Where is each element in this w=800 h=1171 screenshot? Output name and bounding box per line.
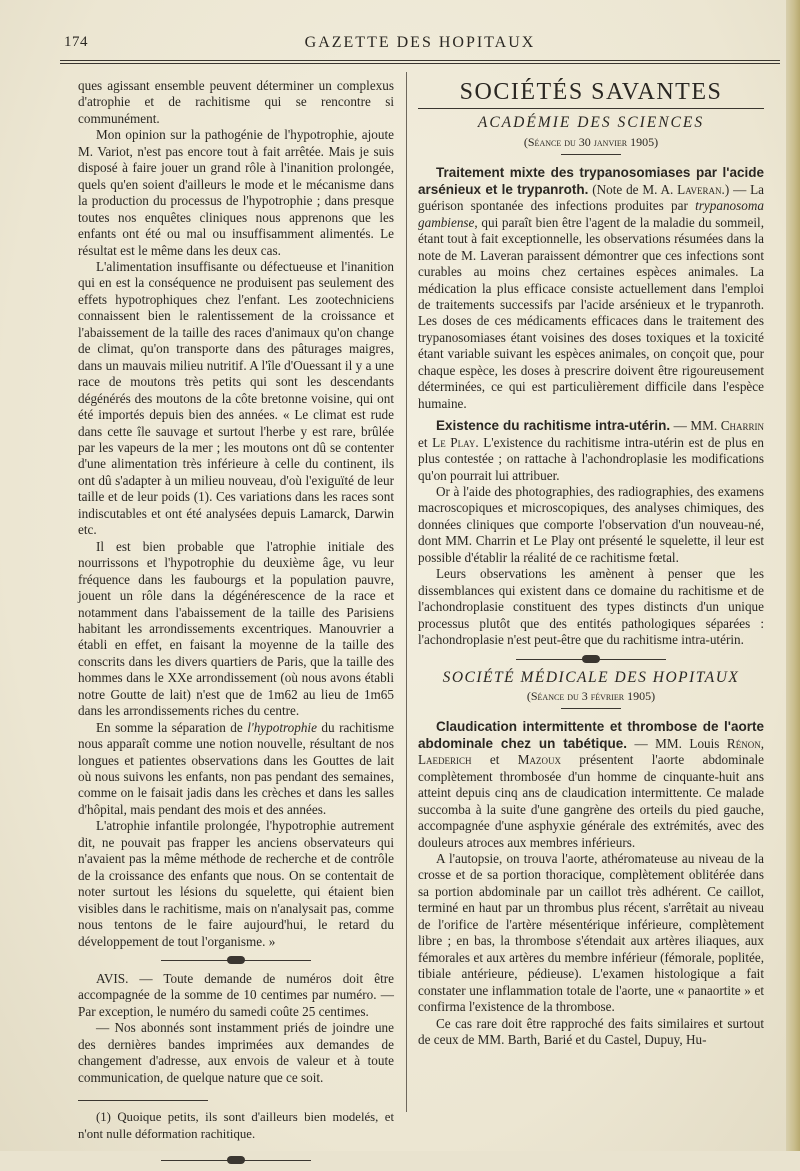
article-title: Existence du rachitisme intra-utérin. — [436, 418, 671, 434]
right-column — [418, 78, 764, 1048]
seance-date: (Séance du 3 février 1905) — [526, 688, 656, 703]
author: Laveran — [677, 181, 722, 197]
emphasis: l'hypotrophie — [247, 719, 317, 735]
author: Charrin — [720, 418, 764, 434]
author: Le Play — [432, 434, 476, 450]
ornament-divider — [516, 659, 666, 660]
author: Mazoux — [517, 752, 561, 768]
article-claudication — [418, 719, 764, 851]
text: , qui paraît bien être l'agent de la maladie du sommeil, étant tout à fait exceptionnelle, les observations résumées dans la note de M. Laveran paraissent démontrer que ces infections sont curables au moins chez certaines espèces animales. La médication la plus efficace consiste actuellement dans l'emploi de traitements successifs par l'acide arsénieux et le trypanroth. Les doses de ces médicaments efficaces dans le traitement des trypanosomiases étant voisines des doses toxiques et la toxicité étant variable suivant les espèces animales, on conçoit que, pour chaque espèce, les doses à prescrire doivent être rigoureusement déterminées, ce qui est particulièrement difficile dans l'espèce humaine. — [418, 214, 764, 411]
emphasis: trypanosoma gambiense — [418, 198, 764, 230]
page-number: 174 — [64, 34, 88, 50]
page-edge — [786, 0, 800, 1151]
text: — Toute demande de numéros doit être accompagnée de la somme de 10 centimes par numéro. — Par exception, le numéro du samedi coûte 25 centimes. — [78, 971, 394, 1019]
author: Rénon — [726, 735, 761, 751]
column-divider — [406, 72, 407, 1112]
text: du rachitisme nous apparaît comme une notion nouvelle, résultant de nos longues et patientes observations dans les Gouttes de lait où nous suivons les enfants, non pas pendant des semaines, comme on le faisait jadis dans les crèches et dans les salles d'hôpital, mais pendant des mois et des années. — [78, 719, 394, 817]
section-title: SOCIÉTÉS SAVANTES — [459, 79, 723, 105]
header-rule — [60, 60, 780, 61]
text: et — [418, 434, 433, 450]
paragraph: ques agissant ensemble peuvent déterminer un complexus d'atrophie et de rachitisme qui se rencontre si communément. — [78, 78, 394, 126]
ornament-divider — [161, 1160, 311, 1161]
running-title: GAZETTE DES HOPITAUX — [304, 34, 536, 51]
section-rule — [418, 108, 764, 109]
text: En somme la séparation de — [96, 719, 248, 735]
article-title: Traitement mixte des trypanosomiases par l'acide arsénieux et le trypanroth. — [418, 165, 764, 197]
ornament-divider — [161, 960, 311, 961]
text: — MM. Louis — [627, 735, 727, 751]
article-trypanosomiases — [418, 165, 764, 412]
left-column — [78, 78, 394, 1171]
text: , — [760, 735, 764, 751]
article-title: Claudication intermittente et thrombose de l'aorte abdominale chez un tabétique. — [418, 719, 764, 751]
text: présentent l'aorte abdominale complètement thrombosée d'un homme de cinquante-huit ans atteint depuis cinq ans de claudication intermittente. Ce malade succomba à la suite d'une gangrène des orteils du pied gauche, accompagnée d'une asphyxie générale des extrémités, avec des douleurs atroces aux membres inférieurs. — [418, 752, 764, 850]
avis-paragraph — [78, 971, 394, 1020]
paragraph: L'atrophie infantile prolongée, l'hypotrophie autrement dit, ne pouvait pas frapper les anciens observateurs qui n'avaient pas la même méthode de recherche et de contrôle de la croissance des enfants que nous. On se contentait de noter surtout les lésions du squelette, qui étaient bien visibles dans le rachitisme, mais on n'analysait pas, comme nous tentons de le faire aujourd'hui, le retard du développement de tout l'organisme. » — [78, 818, 394, 949]
paragraph: — Nos abonnés sont instamment priés de joindre une des dernières bandes imprimées aux demandes de changement d'adresse, aux envois de valeur et à toute communication, de quelque nature que ce soit. — [78, 1020, 394, 1085]
header-rule-2 — [60, 63, 780, 64]
text: — MM. — [670, 418, 721, 434]
seance-date: (Séance du 30 janvier 1905) — [523, 134, 659, 149]
author: Laederich — [418, 752, 472, 768]
paragraph: Or à l'aide des photographies, des radiographies, des examens macroscopiques et microscopiques, des analyses chimiques, des données cliniques que comporte l'observation d'un nouveau-né, dont MM. Charrin et Le Play ont présenté le squelette, il leur est possible d'établir la réalité de ce rachitisme fœtal. — [418, 483, 764, 565]
article-rachitisme — [418, 418, 764, 484]
short-rule — [561, 708, 621, 709]
page-header — [60, 30, 780, 62]
avis-label: AVIS. — [96, 971, 129, 987]
paragraph: L'alimentation insuffisante ou défectueuse et l'inanition qui en est la conséquence ne produisent pas seulement des effets hypotrophiques chez l'enfant. Les zootechniciens connaissent bien le ralentissement de la croissance et l'abaissement de la taille des races d'animaux qu'on change de climat, qu'on transporte dans des pâturages maigres, dans un mauvais milieu nutritif. A l'île d'Ouessant il y a une race de moutons très petits qui sont les descendants dégénérés des moutons de la côte bretonne voisine, qui ont été importés depuis bien des années. « Le climat est rude dans cette île sauvage et surtout l'herbe y est rare, brûlée par les vapeurs de la mer ; les moutons ont dû se contenter d'une alimentation très inférieure à celle du continent, ils ont dû s'adapter à un milieu nouveau, d'où l'exiguïté de leur taille et de leur poids (1). Ces variations dans les races sont indiscutables et ont été analysées depuis Lamarck, Darwin etc. — [78, 258, 394, 538]
text: et — [471, 752, 518, 768]
paragraph: Leurs observations les amènent à penser que les dissemblances qui existent dans ce domaine du rachitisme et de l'achondroplasie constituent des types distincts d'un unique processus plutôt que des entités pathologiques séparées : l'achondroplasie n'est peut-être que du rachitisme intra-utérin. — [418, 566, 764, 648]
societe-title: SOCIÉTÉ MÉDICALE DES HOPITAUX — [442, 668, 740, 686]
paragraph: A l'autopsie, on trouva l'aorte, athéromateuse au niveau de la crosse et de sa portion thoracique, complètement oblitérée dans sa portion abdominale par un caillot très adhérent. Ce caillot, terminé en haut par un thrombus plus récent, s'arrêtait au niveau de l'orifice de l'artère mésentérique inférieure, complètement libre ; en bas, la thrombose s'étendait aux artères iliaques, aux fémorales et aux artères du membre inférieur (fémorale, poplitée, tibiale antérieure, pédieuse). L'examen histologique a fait constater une inflammation totale de l'aorte, une « panaortite » et confirma l'existence de la thrombose. — [418, 851, 764, 1015]
paragraph: Il est bien probable que l'atrophie initiale des nourrissons et l'hypotrophie du deuxième âge, vu leur fréquence dans les faubourgs et la population pauvre, jouent un rôle dans la dégénérescence de la race et notamment dans l'abaissement de la taille des Parisiens habitant les arrondissements excentriques. Manouvrier a établi en effet, en faisant la moyenne de la taille des conscrits dans les divers quartiers de Paris, que la taille des hommes dans le XXe arrondissement (où nous avons établi notre Goutte de lait) n'est que de 1m62 au lieu de 1m65 dans les arrondissements riches du centre. — [78, 538, 394, 719]
text: . L'existence du rachitisme intra-utérin est de plus en plus contestée ; on rattache à l'achondroplasie les modifications qu'on pourrait lui attribuer. — [418, 434, 765, 483]
paragraph — [78, 720, 394, 819]
text: .) — La guérison spontanée des infections produites par — [418, 181, 764, 214]
academie-title: ACADÉMIE DES SCIENCES — [477, 114, 705, 132]
footnote-rule — [78, 1100, 208, 1101]
text: (Note de M. A. — [588, 181, 678, 197]
short-rule — [561, 154, 621, 155]
paragraph: Mon opinion sur la pathogénie de l'hypotrophie, ajoute M. Variot, n'est pas encore tout à fait arrêtée. Mais je suis disposé à faire jouer un grand rôle à l'inanition prolongée, quels qu'en soient d'ailleurs le mode et le mécanisme dans la production du processus de l'hypotrophie ; dans presque toutes nos enquêtes cliniques nous apprenons que les enfants ont été ou mal ou insuffisamment alimentés. Le résultat est le même dans les deux cas. — [78, 127, 394, 258]
footnote: (1) Quoique petits, ils sont d'ailleurs bien modelés, et n'ont nulle déformation rachitique. — [78, 1110, 394, 1141]
paragraph: Ce cas rare doit être rapproché des faits similaires et surtout de ceux de MM. Barth, Barié et du Castel, Dupuy, Hu- — [418, 1015, 764, 1048]
